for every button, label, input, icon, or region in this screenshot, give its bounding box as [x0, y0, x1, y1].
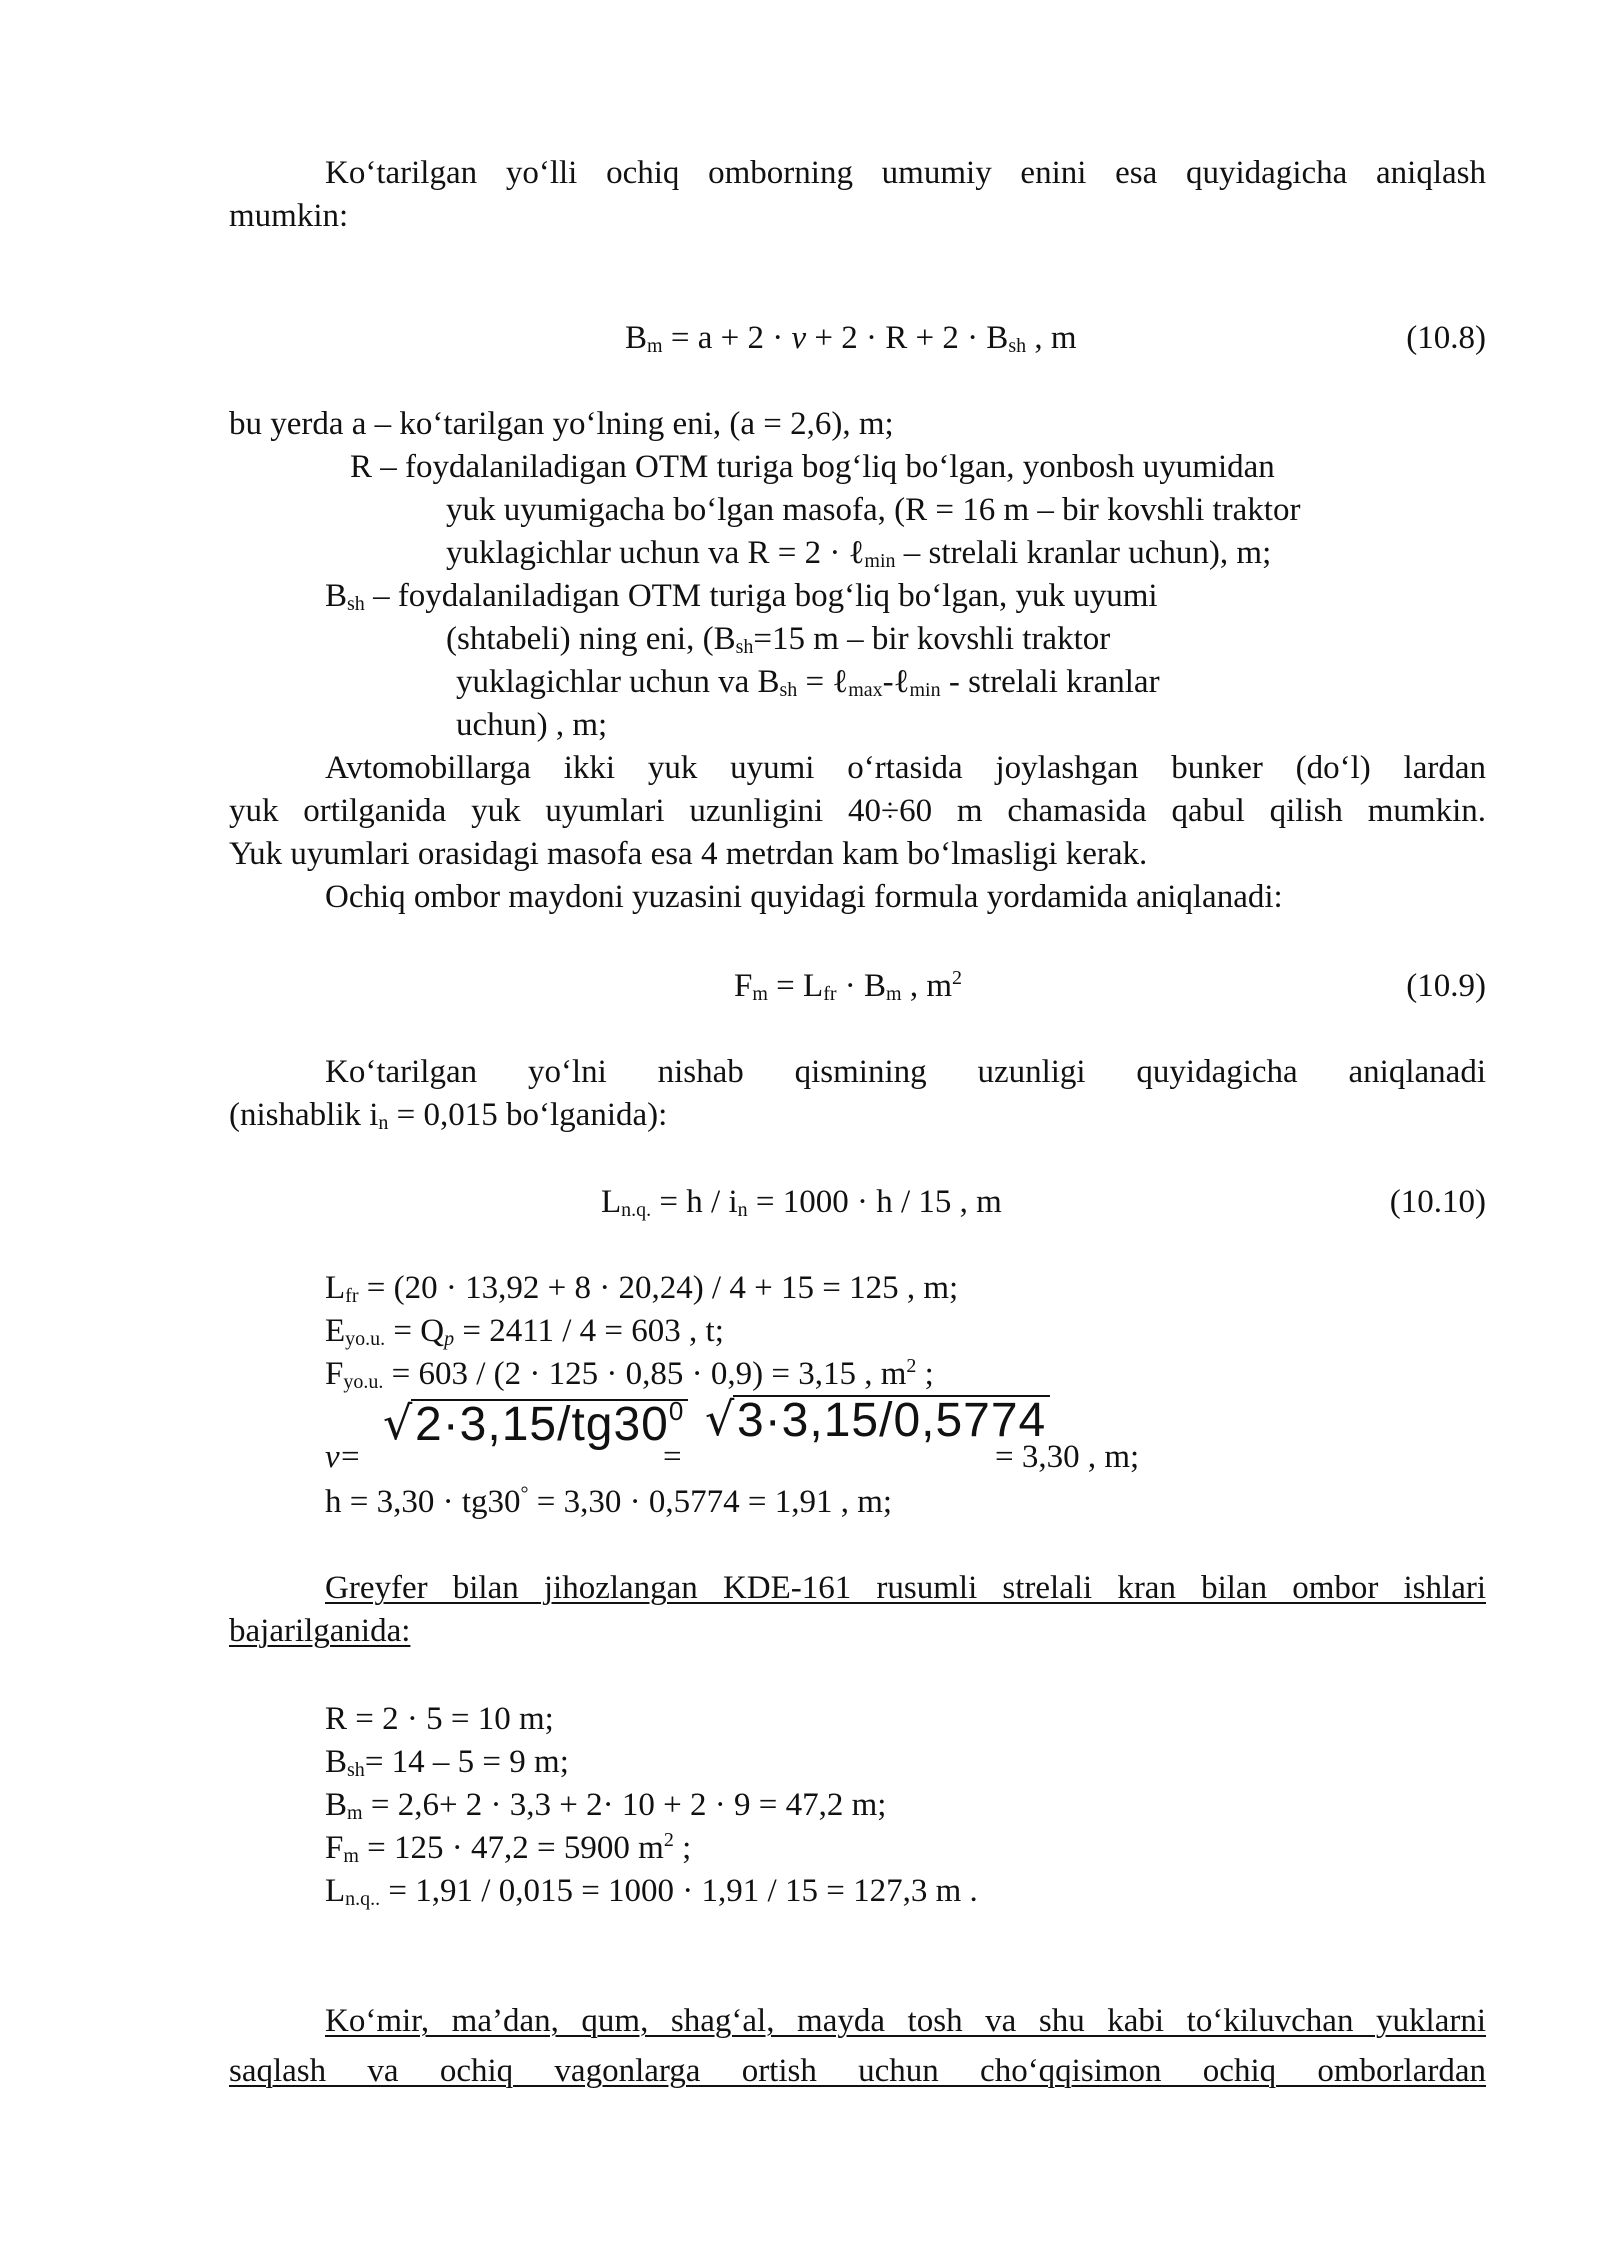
paragraph-line: mumkin: [229, 198, 349, 234]
definition-bsh: (shtabeli) ning eni, ($B_{sh}=15$ m – bir kovshli traktor [446, 621, 1111, 658]
equation-number: (10.8) [1406, 320, 1486, 356]
calc-line: $L_{n.q..} = 1,91 / 0,015 = 1000 \cdot 1,91 / 15 = 127,3$ m . [325, 1873, 978, 1910]
definition-bsh: yuklagichlar uchun va $B_{sh}$ = ℓ$_{max}$-ℓ$_{min}$ - strelali kranlar [456, 664, 1160, 701]
calc-line: $E_{yo.u.} = Q_p = 2411 / 4 = 603$ , t; [325, 1313, 724, 1350]
equation-10-10: $L_{n.q.} = h / i_n = 1000 \cdot h / 15$ , m [601, 1184, 1002, 1221]
paragraph-line: Yuk uyumlari orasidagi masofa esa 4 metrdan kam bo‘lmasligi kerak. [229, 836, 1148, 872]
document-page: Ko‘tarilgan yo‘lli ochiq omborning umumiy enini esa quyidagicha aniqlash mumkin: $B_m = a + 2 \cdot v + 2 \cdot R + 2 \cdot B_{sh}$ , m (10.8) bu yerda a – ko‘tarilgan yo‘lning eni, (a = 2,6), m; R – foydalaniladigan OTM turiga bog‘liq bo‘lgan, yonbosh uyumidan yuk uyumigacha bo‘lgan masofa, (R = 16 m – bir kovshli traktor yuklagichlar uchun va R = 2 · ℓ$_{min}$ – strelali kranlar uchun), m; $B_{sh}$ – foydalaniladigan OTM turiga bog‘liq bo‘lgan, yuk uyumi (shtabeli) ning eni, ($B_{sh}=15$ m – bir kovshli traktor yuklagichlar uchun va $B_{sh}$ = ℓ$_{max}$-ℓ$_{min}$ - strelali kranlar uchun) , m; Avtomobillarga ikki yuk uyumi o‘rtasida joylashgan bunker (do‘l) lardan yuk ortilganida yuk uyumlari uzunligini 40÷60 m chamasida qabul qilish mumkin. Yuk uyumlari orasidagi masofa esa 4 metrdan kam bo‘lmasligi kerak. Ochiq ombor maydoni yuzasini quyidagi formula yordamida aniqlanadi: $F_m = L_{fr} \cdot B_m$ , $m^2$ (10.9) Ko‘tarilgan yo‘lni nishab qismining uzunligi quyidagicha aniqlanadi (nishablik $i_n = 0,015$ bo‘lganida): $L_{n.q.} = h / i_n = 1000 \cdot h / 15$ , m (10.10) $L_{fr} = (20 \cdot 13,92 + 8 \cdot 20,24) / 4 + 15 = 125$ , m; $E_{yo.u.} = Q_p = 2411 / 4 = 603$ , t; $F_{yo.u.} = 603 / (2 \cdot 125 \cdot 0,85 \cdot 0,9) = 3,15$ , $m^2$ ; v = √ $2\cdot 3,15/tg30^0$ = √ 3·3,15/0,5774 = 3,30 , m; h = 3,30 · tg30° = 3,30 · 0,5774 = 1,91 , m; Greyfer bilan jihozlangan KDE-161 rusumli strelali kran bilan ombor ishlari bajarilganida: R = 2 · 5 = 10 m; $B_{sh}= 14 - 5 = 9$ m; $B_m = 2,6+ 2 \cdot 3,3 + 2\cdot 10 + 2 \cdot 9 = 47,2$ m; $F_m = 125 \cdot 47,2 = 5900$ $m^2$ ; $L_{n.q..} = 1,91 / 0,015 = 1000 \cdot 1,91 / 15 = 127,3$ m . Ko‘mir, ma’dan, qum, shag‘al, mayda tosh va shu kabi to‘kiluvchan yuklarni saqlash va ochiq vagonlarga ortish uchun cho‘qqisimon ochiq omborlardan [229, 155, 1486, 2089]
section-heading: Ko‘mir, ma’dan, qum, shag‘al, mayda tosh va shu kabi to‘kiluvchan yuklarni [325, 2003, 1486, 2039]
radicand: 3·3,15/0,5774 [733, 1395, 1050, 1445]
calc-line: $B_{sh}= 14 - 5 = 9$ m; [325, 1744, 569, 1781]
equation-10-8: $B_m = a + 2 \cdot v + 2 \cdot R + 2 \cdot B_{sh}$ , m [625, 320, 1077, 357]
calc-line: h = 3,30 · tg30° = 3,30 · 0,5774 = 1,91 , m; [325, 1483, 893, 1520]
definition-bsh: uchun) , m; [456, 707, 608, 743]
definition-r: R – foydalaniladigan OTM turiga bog‘liq bo‘lgan, yonbosh uyumidan [350, 449, 1275, 485]
sqrt-symbol: √ [383, 1396, 413, 1450]
calc-line: $F_{yo.u.} = 603 / (2 \cdot 125 \cdot 0,85 \cdot 0,9) = 3,15$ , $m^2$ ; [325, 1355, 934, 1393]
section-heading: bajarilganida: [229, 1613, 411, 1649]
calc-line: $F_m = 125 \cdot 47,2 = 5900$ $m^2$ ; [325, 1829, 692, 1867]
paragraph-line: Avtomobillarga ikki yuk uyumi o‘rtasida joylashgan bunker (do‘l) lardan [325, 750, 1486, 786]
radicand: $2\cdot 3,15/tg30^0$ [411, 1399, 688, 1449]
definition-r: yuk uyumigacha bo‘lgan masofa, (R = 16 m – bir kovshli traktor [446, 492, 1301, 528]
calc-line: $L_{fr} = (20 \cdot 13,92 + 8 \cdot 20,24) / 4 + 15 = 125$ , m; [325, 1270, 959, 1307]
calc-line: $B_m = 2,6+ 2 \cdot 3,3 + 2\cdot 10 + 2 \cdot 9 = 47,2$ m; [325, 1787, 887, 1824]
paragraph-line: Ochiq ombor maydoni yuzasini quyidagi formula yordamida aniqlanadi: [325, 879, 1283, 915]
paragraph-line: (nishablik $i_n = 0,015$ bo‘lganida): [229, 1097, 668, 1134]
definition-bsh: $B_{sh}$ – foydalaniladigan OTM turiga bog‘liq bo‘lgan, yuk uyumi [325, 578, 1158, 615]
section-heading: Greyfer bilan jihozlangan KDE-161 rusumli strelali kran bilan ombor ishlari [325, 1570, 1486, 1606]
paragraph-line: yuk ortilganida yuk uyumlari uzunligini 40÷60 m chamasida qabul qilish mumkin. [229, 793, 1486, 829]
paragraph-line: Ko‘tarilgan yo‘lli ochiq omborning umumiy enini esa quyidagicha aniqlash [325, 155, 1486, 191]
definition-a: bu yerda a – ko‘tarilgan yo‘lning eni, (a = 2,6), m; [229, 406, 894, 442]
equation-number: (10.9) [1406, 968, 1486, 1004]
section-heading: saqlash va ochiq vagonlarga ortish uchun cho‘qqisimon ochiq omborlardan [229, 2053, 1486, 2089]
sqrt-symbol: √ [705, 1392, 735, 1446]
equation-number: (10.10) [1389, 1184, 1486, 1220]
equation-10-9: $F_m = L_{fr} \cdot B_m$ , $m^2$ [734, 967, 963, 1005]
calc-line: R = 2 · 5 = 10 m; [325, 1701, 554, 1737]
paragraph-line: Ko‘tarilgan yo‘lni nishab qismining uzunligi quyidagicha aniqlanadi [325, 1054, 1486, 1090]
definition-r: yuklagichlar uchun va R = 2 · ℓ$_{min}$ – strelali kranlar uchun), m; [446, 535, 1272, 572]
